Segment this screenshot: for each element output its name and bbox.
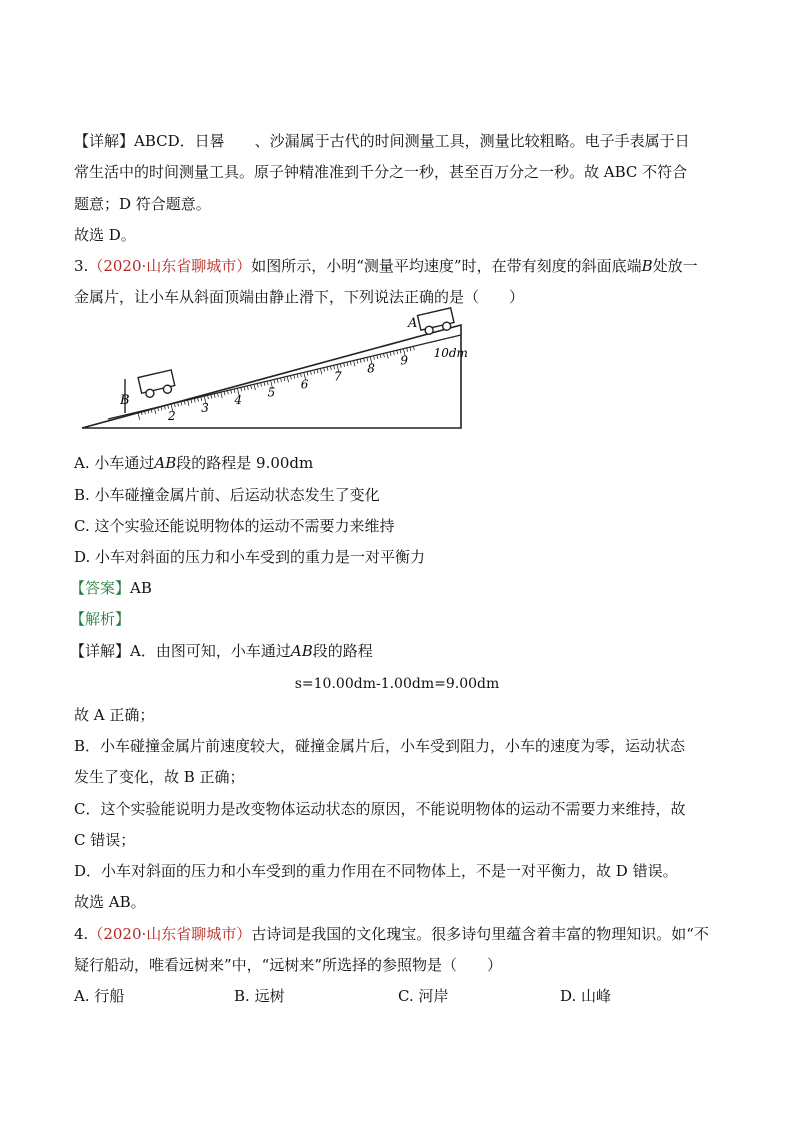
q3-stem-b: B — [641, 257, 653, 275]
ruler-tick-label: 2 — [168, 409, 176, 424]
ruler-tick-label: 4 — [234, 393, 243, 408]
ruler-tick — [208, 395, 209, 399]
ruler-tick — [264, 382, 265, 386]
q3-stem-line-1 — [74, 255, 722, 277]
ruler-tick — [194, 398, 195, 402]
q4-stem-text: 古诗词是我国的文化瑰宝。很多诗句里蕴含着丰富的物理知识。如“不 — [251, 925, 709, 943]
ruler-tick — [344, 363, 345, 367]
ruler-tick — [354, 361, 355, 367]
q4-option-d[interactable] — [560, 985, 611, 1007]
ruler-tick — [174, 403, 175, 407]
formula: s=10.00dm-1.00dm=9.00dm — [294, 676, 500, 692]
ruler-tick — [324, 368, 325, 372]
ruler-tick — [360, 359, 361, 363]
q3-option-c-text: 这个实验还能说明物体的运动不需要力来维持 — [94, 517, 395, 535]
ruler-tick — [393, 351, 394, 355]
ruler-tick — [317, 369, 318, 373]
ruler-tick — [178, 402, 179, 406]
ruler-tick — [407, 348, 408, 352]
ruler-tick — [364, 358, 365, 362]
ruler-tick — [247, 386, 248, 390]
a-conclusion: 故 A 正确； — [74, 706, 155, 724]
detail-conclusion: 故选 D。 — [74, 226, 136, 244]
ruler-tick — [327, 367, 328, 371]
q4-number: 4. — [74, 925, 89, 943]
q3-detail-a — [70, 640, 722, 662]
ruler-tick — [211, 395, 212, 399]
q4-stem-line-1 — [74, 923, 722, 945]
answer-tag: 【答案】 — [70, 579, 131, 597]
ruler-tick — [330, 366, 331, 370]
detail-tag: 【详解】 — [70, 642, 131, 660]
ruler-tick — [380, 354, 381, 358]
ruler-tick — [390, 352, 391, 356]
ruler-tick — [191, 399, 192, 403]
q3-option-a-text-a: 小车通过 — [94, 454, 155, 472]
ruler-tick — [350, 361, 351, 365]
ruler-tick — [307, 372, 308, 376]
ruler-tick-label: 10dm — [433, 345, 468, 360]
ruler-tick — [274, 380, 275, 384]
q4-option-c-text: 河岸 — [418, 987, 449, 1005]
ruler-tick — [244, 387, 245, 391]
ruler-tick-label: 5 — [267, 385, 276, 400]
q3-option-a-text-b: 段的路程是 9.00dm — [176, 454, 314, 472]
q4-option-b-prefix: B. — [234, 987, 250, 1005]
ruler-tick — [314, 370, 315, 374]
detail-a-ab: AB — [290, 642, 313, 660]
q3-option-b[interactable] — [74, 484, 722, 506]
ruler-tick — [387, 353, 388, 359]
q4-source: （2020·山东省聊城市） — [88, 925, 252, 943]
incline-figure — [78, 303, 468, 431]
q4-option-b-text: 远树 — [254, 987, 285, 1005]
ruler-tick — [198, 398, 199, 402]
ruler-tick — [281, 378, 282, 382]
q4-option-d-text: 山峰 — [581, 987, 612, 1005]
q3-option-c[interactable] — [74, 515, 722, 537]
ruler-tick — [217, 393, 218, 397]
q3-option-b-prefix: B. — [74, 486, 90, 504]
ruler-tick — [397, 350, 398, 354]
ruler-tick — [297, 374, 298, 378]
detail-line-1: 【详解】ABCD．日晷 、沙漏属于古代的时间测量工具，测量比较粗略。电子手表属于日 — [74, 132, 690, 150]
ruler-tick — [251, 385, 252, 389]
c-line-2: C 错误； — [74, 831, 136, 849]
ruler-tick — [261, 383, 262, 387]
ruler-tick — [340, 364, 341, 368]
ruler-tick — [284, 377, 285, 381]
q3-option-a-ab: AB — [154, 454, 177, 472]
ruler-tick — [254, 384, 255, 390]
q4-option-c-prefix: C. — [398, 987, 414, 1005]
ruler-tick — [184, 401, 185, 405]
ruler-tick — [231, 390, 232, 394]
q3-stem-text-c: 处放一 — [652, 257, 698, 275]
ruler-tick — [347, 362, 348, 366]
ruler-tick — [257, 383, 258, 387]
q4-stem-line-2: 疑行船动，唯看远树来”中，“远树来”所选择的参照物是（ ） — [74, 956, 503, 974]
answer-value: AB — [130, 579, 152, 597]
c-line-1: C．这个实验能说明力是改变物体运动状态的原因，不能说明物体的运动不需要力来维持，故 — [74, 800, 686, 818]
q4-option-c[interactable] — [398, 985, 449, 1007]
q3-option-d[interactable] — [74, 546, 722, 568]
ruler-tick — [413, 346, 414, 350]
ruler-tick — [181, 402, 182, 406]
incline-triangle — [82, 325, 461, 428]
q4-option-a-text: 行船 — [94, 987, 125, 1005]
ruler-tick — [287, 376, 288, 382]
ruler-tick — [221, 392, 222, 398]
q3-option-b-text: 小车碰撞金属片前、后运动状态发生了变化 — [94, 486, 380, 504]
ruler-tick — [227, 391, 228, 395]
ruler-tick — [320, 368, 321, 374]
ruler-tick-label: 9 — [400, 353, 409, 368]
q3-stem-text-a: 如图所示，小明“测量平均速度”时，在带有刻度的斜面底端 — [251, 257, 642, 275]
ruler-tick — [410, 347, 411, 351]
q4-option-b[interactable] — [234, 985, 285, 1007]
ruler-tick — [374, 356, 375, 360]
ruler-tick — [294, 375, 295, 379]
ruler-tick — [357, 360, 358, 364]
detail-line-3: 题意；D 符合题意。 — [74, 195, 211, 213]
b-line-2: 发生了变化，故 B 正确； — [74, 768, 245, 786]
detail-line-2: 常生活中的时间测量工具。原子钟精准准到千分之一秒，甚至百万分之一秒。故 ABC 不符合 — [74, 163, 688, 181]
q3-answer — [70, 577, 722, 599]
ruler-ticks — [138, 346, 414, 419]
ruler-tick — [224, 391, 225, 395]
q4-option-d-prefix: D. — [560, 987, 577, 1005]
q3-option-a[interactable] — [74, 452, 722, 474]
ruler-tick — [310, 371, 311, 375]
q3-option-a-prefix: A. — [74, 454, 90, 472]
ruler-tick-label: 7 — [334, 369, 342, 384]
label-b: B — [120, 393, 130, 408]
ruler-tick-label: 6 — [300, 377, 309, 392]
q3-stem-line-2: 金属片，让小车从斜面顶端由静止滑下，下列说法正确的是（ ） — [74, 288, 525, 306]
ruler-tick-label: 3 — [201, 401, 209, 416]
d-line-1: D．小车对斜面的压力和小车受到的重力作用在不同物体上，不是一对平衡力，故 D 错误。 — [74, 862, 678, 880]
q3-option-d-text: 小车对斜面的压力和小车受到的重力是一对平衡力 — [95, 548, 426, 566]
b-line-1: B．小车碰撞金属片前速度较大，碰撞金属片后，小车受到阻力，小车的速度为零，运动状态 — [74, 737, 686, 755]
ruler-tick — [241, 387, 242, 391]
ruler-tick — [188, 400, 189, 406]
q3-conclusion: 故选 AB。 — [74, 893, 146, 911]
q3-option-c-prefix: C. — [74, 517, 90, 535]
ruler-tick-label: 8 — [367, 361, 375, 376]
analysis-tag — [70, 608, 722, 630]
ruler-tick — [383, 353, 384, 357]
analysis-tag-text: 【解析】 — [70, 610, 131, 628]
ruler-tick — [291, 376, 292, 380]
q4-option-a[interactable] — [74, 985, 124, 1007]
q3-source: （2020·山东省聊城市） — [88, 257, 252, 275]
ruler-tick — [214, 394, 215, 398]
q3-option-d-prefix: D. — [74, 548, 91, 566]
ruler-tick — [377, 355, 378, 359]
q3-number: 3. — [74, 257, 89, 275]
detail-a-text-2: 段的路程 — [312, 642, 373, 660]
label-a: A — [408, 316, 418, 331]
ruler-tick — [277, 379, 278, 383]
q4-option-a-prefix: A. — [74, 987, 90, 1005]
detail-a-text-1: A．由图可知，小车通过 — [130, 642, 291, 660]
